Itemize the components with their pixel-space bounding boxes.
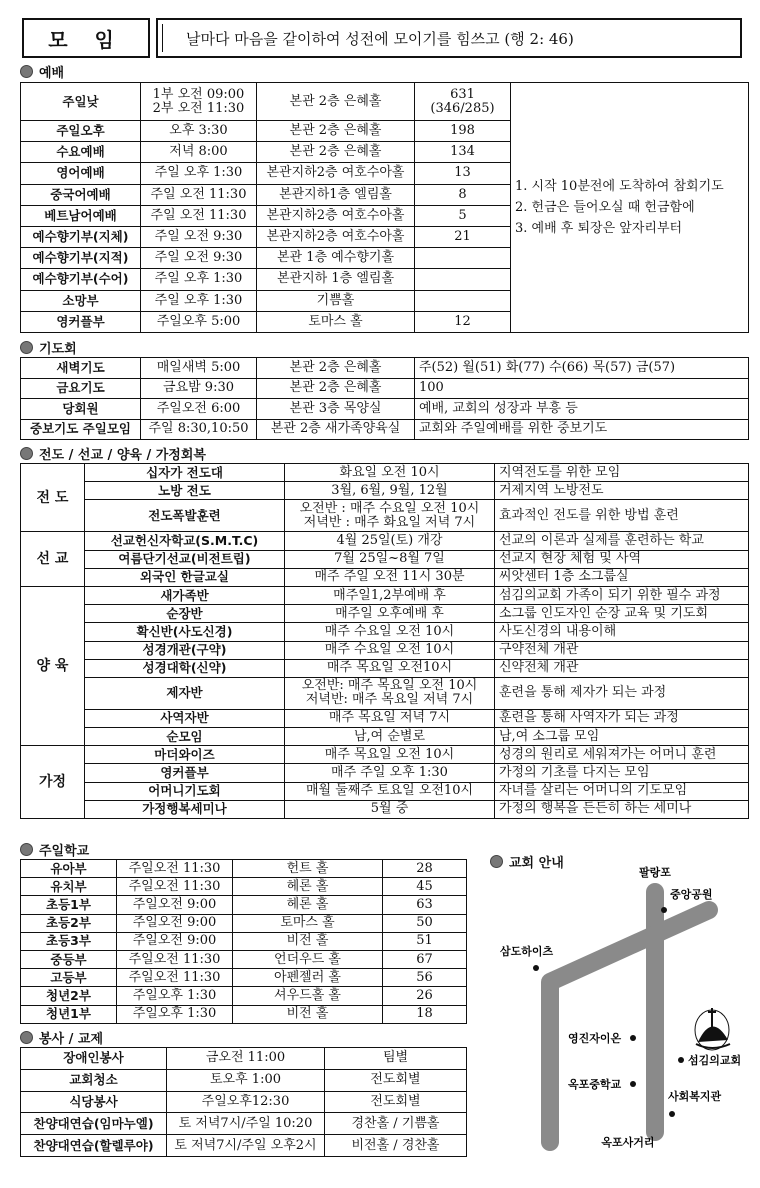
sunday-school-row xyxy=(21,969,467,987)
map-label-okpo-mid: 옥포중학교 xyxy=(568,1078,622,1091)
worship-count: 134 xyxy=(415,142,511,163)
ministry-time: 매주일1,2부예배 후 xyxy=(285,586,495,604)
prayer-time: 금요밤 9:30 xyxy=(141,378,257,399)
ministry-row xyxy=(21,746,749,764)
school-place: 아펜젤러 홀 xyxy=(233,969,383,987)
worship-count xyxy=(415,269,511,290)
ministry-name: 새가족반 xyxy=(85,586,285,604)
ministry-name: 십자가 전도대 xyxy=(85,464,285,482)
ministry-time: 매주 주일 오후 1:30 xyxy=(285,764,495,782)
ministry-name: 어머니기도회 xyxy=(85,782,285,800)
school-count: 28 xyxy=(383,860,467,878)
ministry-desc: 가정의 기초를 다지는 모임 xyxy=(495,764,749,782)
worship-count: 12 xyxy=(415,311,511,332)
worship-time: 주일 오후 1:30 xyxy=(141,269,257,290)
service-time: 토 저녁7시/주일 오후2시 xyxy=(167,1135,325,1157)
school-name: 청년1부 xyxy=(21,1005,117,1023)
ministry-row xyxy=(21,782,749,800)
worship-name: 소망부 xyxy=(21,290,141,311)
sunday-school-row xyxy=(21,950,467,968)
worship-count: 5 xyxy=(415,205,511,226)
ministry-table xyxy=(20,463,749,819)
worship-place: 본관지하2층 여호수아홀 xyxy=(257,205,415,226)
ministry-name: 순장반 xyxy=(85,605,285,623)
worship-name: 수요예배 xyxy=(21,142,141,163)
school-name: 초등3부 xyxy=(21,932,117,950)
school-time: 주일오후 1:30 xyxy=(117,987,233,1005)
service-name: 찬양대연습(임마누엘) xyxy=(21,1113,167,1135)
ministry-desc: 성경의 원리로 세워져가는 어머니 훈련 xyxy=(495,746,749,764)
prayer-row xyxy=(21,419,749,440)
ministry-row xyxy=(21,764,749,782)
ministry-row xyxy=(21,659,749,677)
ministry-desc: 선교지 현장 체험 및 사역 xyxy=(495,550,749,568)
section-ministry-heading xyxy=(20,444,206,463)
service-place: 전도회별 xyxy=(325,1069,467,1091)
okpo-mid-marker xyxy=(630,1081,636,1087)
map-label-welfare: 사회복지관 xyxy=(668,1090,722,1103)
ministry-desc: 가정의 행복을 든든히 하는 세미나 xyxy=(495,800,749,818)
ministry-desc: 사도신경의 내용이해 xyxy=(495,623,749,641)
section-label: 기도회 xyxy=(39,342,77,357)
school-place: 토마스 홀 xyxy=(233,914,383,932)
worship-count: 8 xyxy=(415,184,511,205)
school-place: 언더우드 홀 xyxy=(233,950,383,968)
service-place: 비전홀 / 경찬홀 xyxy=(325,1135,467,1157)
prayer-time: 매일새벽 5:00 xyxy=(141,358,257,379)
ministry-name: 확신반(사도신경) xyxy=(85,623,285,641)
ministry-time: 매주 수요일 오전 10시 xyxy=(285,623,495,641)
school-count: 56 xyxy=(383,969,467,987)
prayer-place: 본관 2층 은혜홀 xyxy=(257,378,415,399)
sunday-school-row xyxy=(21,914,467,932)
worship-time: 주일 오전 11:30 xyxy=(141,205,257,226)
ministry-group-label: 가정 xyxy=(21,746,85,819)
bullet-icon xyxy=(20,447,33,460)
map-label-youngjin: 영진자이온 xyxy=(568,1032,622,1045)
worship-place: 본관지하 1층 엘림홀 xyxy=(257,269,415,290)
map-label-okpo-cross: 옥포사거리 xyxy=(601,1136,655,1149)
worship-place: 본관지하2층 여호수아홀 xyxy=(257,163,415,184)
ministry-row xyxy=(21,568,749,586)
ministry-time: 매주 목요일 오전10시 xyxy=(285,659,495,677)
ministry-name: 순모임 xyxy=(85,728,285,746)
youngjin-marker xyxy=(630,1035,636,1041)
worship-count xyxy=(415,290,511,311)
school-time: 주일오전 11:30 xyxy=(117,878,233,896)
ministry-name: 제자반 xyxy=(85,677,285,709)
school-place: 비전 홀 xyxy=(233,932,383,950)
sunday-school-table xyxy=(20,859,467,1024)
worship-time: 오후 3:30 xyxy=(141,121,257,142)
worship-name: 영커플부 xyxy=(21,311,141,332)
samdo-marker xyxy=(533,965,539,971)
prayer-row xyxy=(21,378,749,399)
prayer-place: 본관 2층 새가족양육실 xyxy=(257,419,415,440)
ministry-row xyxy=(21,532,749,550)
worship-time: 1부 오전 09:00 2부 오전 11:30 xyxy=(141,83,257,121)
map-label-samdo: 삼도하이츠 xyxy=(500,945,554,958)
school-time: 주일오전 9:00 xyxy=(117,932,233,950)
service-time: 토오후 1:00 xyxy=(167,1069,325,1091)
service-name: 찬양대연습(할렐루야) xyxy=(21,1135,167,1157)
ministry-time: 오전반: 매주 목요일 오전 10시 저녁반: 매주 목요일 저녁 7시 xyxy=(285,677,495,709)
ministry-row xyxy=(21,605,749,623)
map-roads xyxy=(550,892,709,1142)
ministry-row xyxy=(21,500,749,532)
prayer-info: 교회와 주일예배를 위한 중보기도 xyxy=(415,419,749,440)
school-place: 헌트 홀 xyxy=(233,860,383,878)
map-label-palangpo: 팔랑포 xyxy=(639,866,671,879)
ministry-desc: 훈련을 통해 제자가 되는 과정 xyxy=(495,677,749,709)
service-row xyxy=(21,1091,467,1113)
ministry-row xyxy=(21,641,749,659)
ministry-name: 가정행복세미나 xyxy=(85,800,285,818)
worship-table xyxy=(20,82,749,333)
service-name: 장애인봉사 xyxy=(21,1048,167,1070)
service-row xyxy=(21,1135,467,1157)
school-name: 고등부 xyxy=(21,969,117,987)
prayer-time: 주일 8:30,10:50 xyxy=(141,419,257,440)
bullet-icon xyxy=(20,65,33,78)
diagonal-road xyxy=(550,910,709,1142)
worship-name: 예수향기부(수어) xyxy=(21,269,141,290)
service-place: 경찬홀 / 기쁨홀 xyxy=(325,1113,467,1135)
sunday-school-row xyxy=(21,987,467,1005)
worship-place: 기쁨홀 xyxy=(257,290,415,311)
worship-name: 예수향기부(지적) xyxy=(21,248,141,269)
prayer-time: 주일오전 6:00 xyxy=(141,399,257,420)
page-title: 모 임 xyxy=(22,18,150,58)
prayer-info: 예배, 교회의 성장과 부흥 등 xyxy=(415,399,749,420)
school-place: 헤론 홀 xyxy=(233,896,383,914)
school-count: 18 xyxy=(383,1005,467,1023)
prayer-row xyxy=(21,358,749,379)
service-row xyxy=(21,1069,467,1091)
worship-count: 198 xyxy=(415,121,511,142)
worship-name: 중국어예배 xyxy=(21,184,141,205)
service-name: 식당봉사 xyxy=(21,1091,167,1113)
bullet-icon xyxy=(20,1031,33,1044)
ministry-time: 5월 중 xyxy=(285,800,495,818)
school-place: 비전 홀 xyxy=(233,1005,383,1023)
service-row xyxy=(21,1113,467,1135)
school-count: 51 xyxy=(383,932,467,950)
school-count: 45 xyxy=(383,878,467,896)
ministry-time: 매주 목요일 오전 10시 xyxy=(285,746,495,764)
ministry-row xyxy=(21,464,749,482)
bullet-icon xyxy=(20,341,33,354)
ministry-name: 사역자반 xyxy=(85,709,285,727)
section-worship-heading xyxy=(20,62,64,81)
prayer-name: 금요기도 xyxy=(21,378,141,399)
ministry-name: 전도폭발훈련 xyxy=(85,500,285,532)
section-service-heading xyxy=(20,1028,103,1047)
sunday-school-row xyxy=(21,896,467,914)
worship-time: 주일 오전 9:30 xyxy=(141,248,257,269)
ministry-time: 4월 25일(토) 개강 xyxy=(285,532,495,550)
prayer-info: 주(52) 월(51) 화(77) 수(66) 목(57) 금(57) xyxy=(415,358,749,379)
bible-verse: 날마다 마음을 같이하여 성전에 모이기를 힘쓰고 (행 2: 46) xyxy=(156,18,742,58)
service-name: 교회청소 xyxy=(21,1069,167,1091)
ministry-desc: 훈련을 통해 사역자가 되는 과정 xyxy=(495,709,749,727)
service-place: 전도회별 xyxy=(325,1091,467,1113)
sunday-school-row xyxy=(21,932,467,950)
worship-time: 주일 오후 1:30 xyxy=(141,290,257,311)
map-label-central-park: 중앙공원 xyxy=(670,888,713,901)
school-place: 헤론 홀 xyxy=(233,878,383,896)
ministry-desc: 신약전체 개관 xyxy=(495,659,749,677)
school-time: 주일오전 11:30 xyxy=(117,950,233,968)
bullet-icon xyxy=(20,843,33,856)
prayer-place: 본관 2층 은혜홀 xyxy=(257,358,415,379)
school-time: 주일오전 11:30 xyxy=(117,969,233,987)
section-label: 주일학교 xyxy=(39,844,90,859)
worship-name: 예수향기부(지체) xyxy=(21,226,141,247)
ministry-time: 화요일 오전 10시 xyxy=(285,464,495,482)
ministry-desc: 거제지역 노방전도 xyxy=(495,482,749,500)
service-time: 금오전 11:00 xyxy=(167,1048,325,1070)
ministry-desc: 지역전도를 위한 모임 xyxy=(495,464,749,482)
school-name: 중등부 xyxy=(21,950,117,968)
ministry-desc: 소그룹 인도자인 순장 교육 및 기도회 xyxy=(495,605,749,623)
ministry-desc: 구약전체 개관 xyxy=(495,641,749,659)
school-count: 26 xyxy=(383,987,467,1005)
service-time: 주일오후12:30 xyxy=(167,1091,325,1113)
worship-name: 주일낮 xyxy=(21,83,141,121)
ministry-row xyxy=(21,550,749,568)
school-time: 주일오후 1:30 xyxy=(117,1005,233,1023)
ministry-time: 오전반 : 매주 수요일 오전 10시 저녁반 : 매주 화요일 저녁 7시 xyxy=(285,500,495,532)
section-label: 예배 xyxy=(39,66,65,81)
worship-place: 본관 2층 은혜홀 xyxy=(257,121,415,142)
section-prayer-heading xyxy=(20,338,77,357)
worship-time: 주일 오전 9:30 xyxy=(141,226,257,247)
sunday-school-row xyxy=(21,1005,467,1023)
ministry-time: 7월 25일~8월 7일 xyxy=(285,550,495,568)
ministry-time: 매주 주일 오전 11시 30분 xyxy=(285,568,495,586)
ministry-time: 매주 수요일 오전 10시 xyxy=(285,641,495,659)
section-sundayschool-heading xyxy=(20,840,89,859)
ministry-row xyxy=(21,677,749,709)
ministry-time: 매월 둘째주 토요일 오전10시 xyxy=(285,782,495,800)
central-park-marker xyxy=(661,907,667,913)
worship-place: 본관지하2층 여호수아홀 xyxy=(257,226,415,247)
school-time: 주일오전 9:00 xyxy=(117,914,233,932)
school-name: 유아부 xyxy=(21,860,117,878)
ministry-time: 3월, 6월, 9월, 12월 xyxy=(285,482,495,500)
ministry-group-label: 전 도 xyxy=(21,464,85,532)
service-table xyxy=(20,1047,467,1157)
sunday-school-row xyxy=(21,860,467,878)
school-count: 63 xyxy=(383,896,467,914)
worship-count xyxy=(415,248,511,269)
church-location-map xyxy=(478,852,753,1152)
school-time: 주일오전 11:30 xyxy=(117,860,233,878)
prayer-name: 당회원 xyxy=(21,399,141,420)
prayer-table xyxy=(20,357,749,440)
ministry-row xyxy=(21,482,749,500)
ministry-row xyxy=(21,586,749,604)
school-name: 유치부 xyxy=(21,878,117,896)
school-name: 청년2부 xyxy=(21,987,117,1005)
school-name: 초등2부 xyxy=(21,914,117,932)
prayer-name: 중보기도 주일모임 xyxy=(21,419,141,440)
ministry-name: 성경대학(신약) xyxy=(85,659,285,677)
ministry-time: 남,여 순별로 xyxy=(285,728,495,746)
school-time: 주일오전 9:00 xyxy=(117,896,233,914)
worship-place: 본관 2층 은혜홀 xyxy=(257,142,415,163)
worship-time: 주일 오후 1:30 xyxy=(141,163,257,184)
ministry-name: 성경개관(구약) xyxy=(85,641,285,659)
worship-place: 본관지하1층 엘림홀 xyxy=(257,184,415,205)
ministry-name: 마더와이즈 xyxy=(85,746,285,764)
ministry-desc: 선교의 이론과 실제를 훈련하는 학교 xyxy=(495,532,749,550)
section-label: 봉사 / 교제 xyxy=(39,1032,104,1047)
worship-place: 토마스 홀 xyxy=(257,311,415,332)
worship-time: 저녁 8:00 xyxy=(141,142,257,163)
service-place: 팀별 xyxy=(325,1048,467,1070)
worship-name: 주일오후 xyxy=(21,121,141,142)
ministry-desc: 남,여 소그룹 모임 xyxy=(495,728,749,746)
map-heading-label: 교회 안내 xyxy=(509,856,564,871)
map-label-church: 섬김의교회 xyxy=(688,1054,742,1067)
church-logo-icon xyxy=(695,1008,730,1050)
ministry-row xyxy=(21,709,749,727)
worship-row xyxy=(21,83,749,121)
ministry-desc: 자녀를 살리는 어머니의 기도모임 xyxy=(495,782,749,800)
ministry-desc: 효과적인 전도를 위한 방법 훈련 xyxy=(495,500,749,532)
school-name: 초등1부 xyxy=(21,896,117,914)
ministry-name: 외국인 한글교실 xyxy=(85,568,285,586)
ministry-row xyxy=(21,728,749,746)
ministry-name: 노방 전도 xyxy=(85,482,285,500)
worship-place: 본관 2층 은혜홀 xyxy=(257,83,415,121)
worship-count: 21 xyxy=(415,226,511,247)
ministry-row xyxy=(21,800,749,818)
worship-notes: 1. 시작 10분전에 도착하여 참회기도 2. 헌금은 들어오실 때 헌금함에 3. 예배 후 퇴장은 앞자리부터 xyxy=(511,83,749,333)
ministry-group-label: 양 육 xyxy=(21,586,85,745)
worship-place: 본관 1층 예수향기홀 xyxy=(257,248,415,269)
worship-time: 주일오후 5:00 xyxy=(141,311,257,332)
prayer-info: 100 xyxy=(415,378,749,399)
prayer-place: 본관 3층 목양실 xyxy=(257,399,415,420)
ministry-time: 매주 목요일 저녁 7시 xyxy=(285,709,495,727)
prayer-name: 새벽기도 xyxy=(21,358,141,379)
worship-count: 631 (346/285) xyxy=(415,83,511,121)
school-place: 셔우드홀 홀 xyxy=(233,987,383,1005)
service-row xyxy=(21,1048,467,1070)
ministry-name: 선교헌신자학교(S.M.T.C) xyxy=(85,532,285,550)
sunday-school-row xyxy=(21,878,467,896)
ministry-group-label: 선 교 xyxy=(21,532,85,587)
ministry-name: 영커플부 xyxy=(85,764,285,782)
ministry-desc: 섬김의교회 가족이 되기 위한 필수 과정 xyxy=(495,586,749,604)
worship-time: 주일 오전 11:30 xyxy=(141,184,257,205)
ministry-time: 매주일 오후예배 후 xyxy=(285,605,495,623)
service-time: 토 저녁7시/주일 10:20 xyxy=(167,1113,325,1135)
prayer-row xyxy=(21,399,749,420)
church-marker xyxy=(678,1057,684,1063)
school-count: 50 xyxy=(383,914,467,932)
welfare-marker xyxy=(669,1111,675,1117)
ministry-row xyxy=(21,623,749,641)
worship-name: 영어예배 xyxy=(21,163,141,184)
school-count: 67 xyxy=(383,950,467,968)
section-label: 전도 / 선교 / 양육 / 가정회복 xyxy=(39,448,206,463)
ministry-name: 여름단기선교(비전트립) xyxy=(85,550,285,568)
worship-name: 베트남어예배 xyxy=(21,205,141,226)
ministry-desc: 씨앗센터 1층 소그룹실 xyxy=(495,568,749,586)
worship-count: 13 xyxy=(415,163,511,184)
